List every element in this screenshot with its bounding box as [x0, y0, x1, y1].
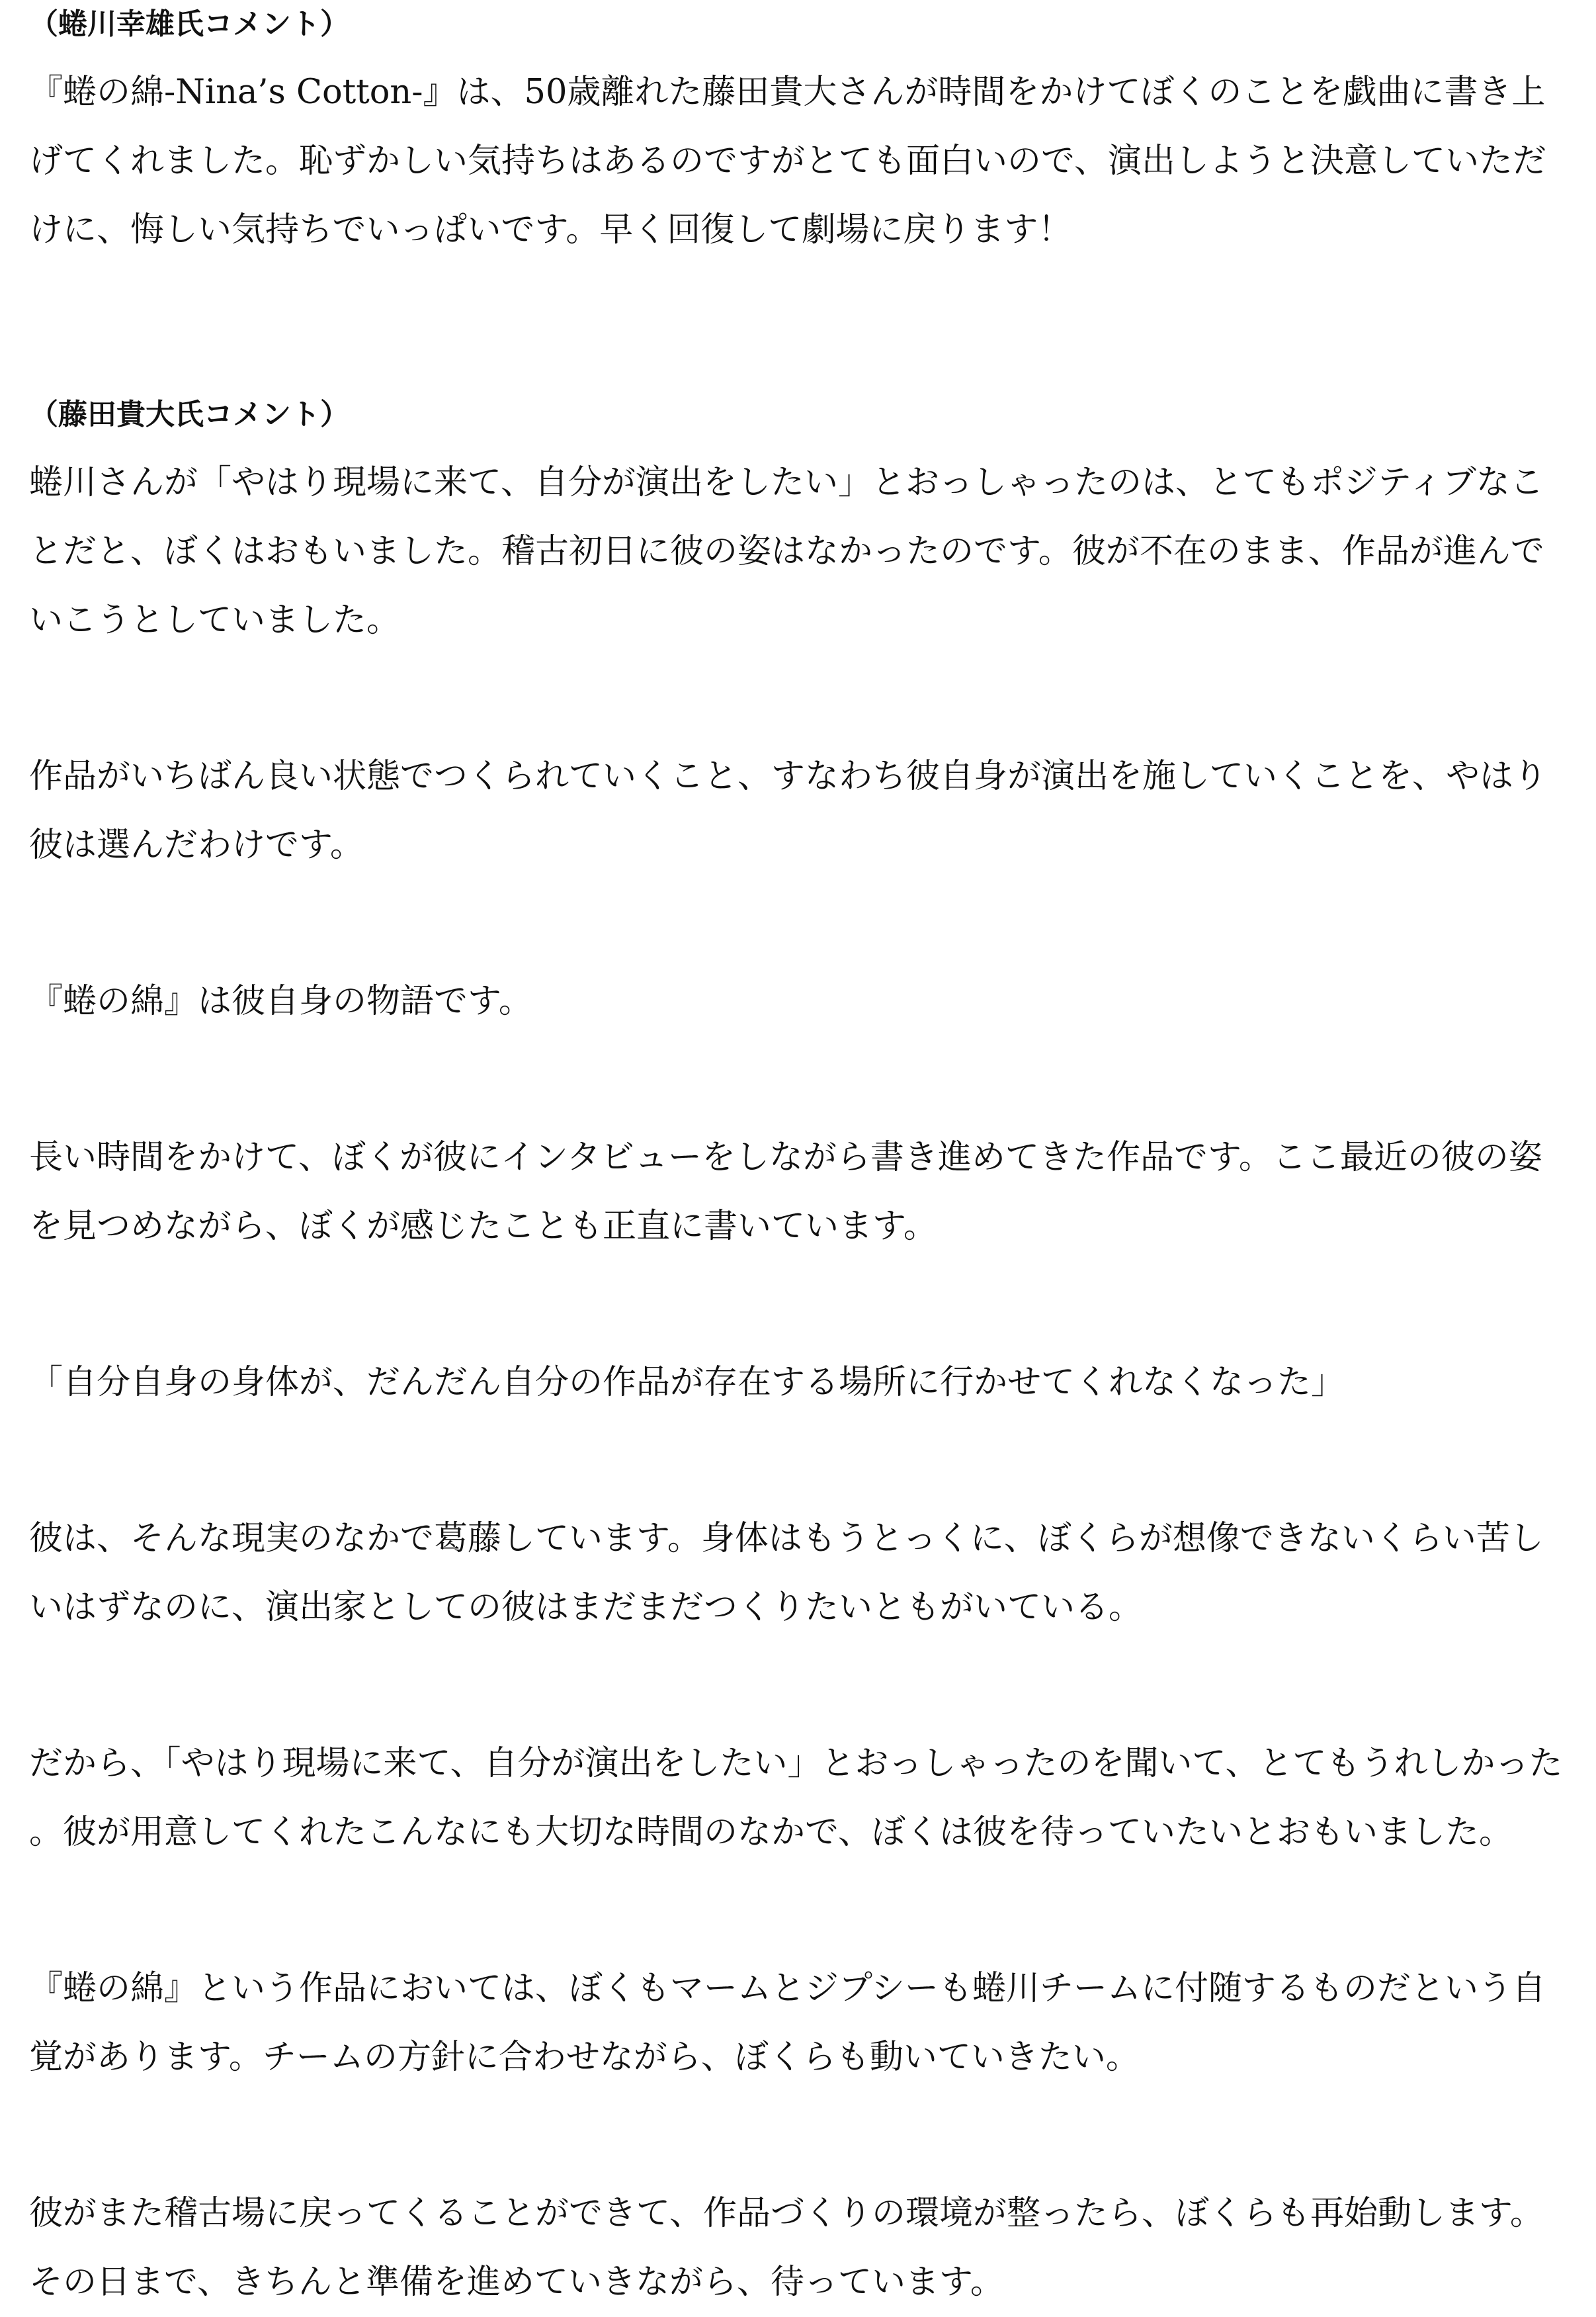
- fujita-paragraph-1: 蜷川さんが「やはり現場に来て、自分が演出をしたい」とおっしゃったのは、とてもポジティブなことだと、ぼくはおもいました。稽古初日に彼の姿はなかったのです。彼が不在のまま、作品が進んでいこうとしていました。: [29, 463, 1544, 640]
- fujita-paragraph-9: 彼がまた稽古場に戻ってくることができて、作品づくりの環境が整ったら、ぼくらも再始動します。その日まで、きちんと準備を進めていきながら、待っています。: [29, 2194, 1544, 2302]
- fujita-paragraph-2: 作品がいちばん良い状態でつくられていくこと、すなわち彼自身が演出を施していくことを、やはり彼は選んだわけです。: [29, 757, 1548, 865]
- ninagawa-comment-paragraph: 『蜷の綿-Nina’s Cotton-』は、50歳離れた藤田貴大さんが時間をかけてぼくのことを戯曲に書き上げてくれました。恥ずかしい気持ちはあるのですがとても面白いので、演出しようと決意していただけに、悔しい気持ちでいっぱいです。早く回復して劇場に戻ります！: [29, 73, 1546, 249]
- fujita-comment-section: [29, 397, 1570, 2317]
- ninagawa-comment-heading: （蜷川幸雄氏コメント）: [29, 7, 349, 41]
- fujita-paragraph-4: 長い時間をかけて、ぼくが彼にインタビューをしながら書き進めてきた作品です。ここ最近の彼の姿を見つめながら、ぼくが感じたことも正直に書いています。: [29, 1138, 1542, 1246]
- fujita-paragraph-7: だから、「やはり現場に来て、自分が演出をしたい」とおっしゃったのを聞いて、とてもうれしかった。彼が用意してくれたこんなにも大切な時間のなかで、ぼくは彼を待っていたいとおもいました。: [29, 1744, 1563, 1852]
- fujita-paragraph-6: 彼は、そんな現実のなかで葛藤しています。身体はもうとっくに、ぼくらが想像できないくらい苦しいはずなのに、演出家としての彼はまだまだつくりたいともがいている。: [29, 1519, 1544, 1627]
- ninagawa-comment-section: [29, 7, 1570, 265]
- fujita-comment-heading: （藤田貴大氏コメント）: [29, 398, 349, 431]
- fujita-paragraph-5: 「自分自身の身体が、だんだん自分の作品が存在する場所に行かせてくれなくなった」: [29, 1363, 1345, 1402]
- fujita-paragraph-8: 『蜷の綿』という作品においては、ぼくもマームとジプシーも蜷川チームに付随するものだという自覚があります。チームの方針に合わせながら、ぼくらも動いていきたい。: [29, 1969, 1546, 2077]
- fujita-paragraph-3: 『蜷の綿』は彼自身の物語です。: [29, 982, 532, 1021]
